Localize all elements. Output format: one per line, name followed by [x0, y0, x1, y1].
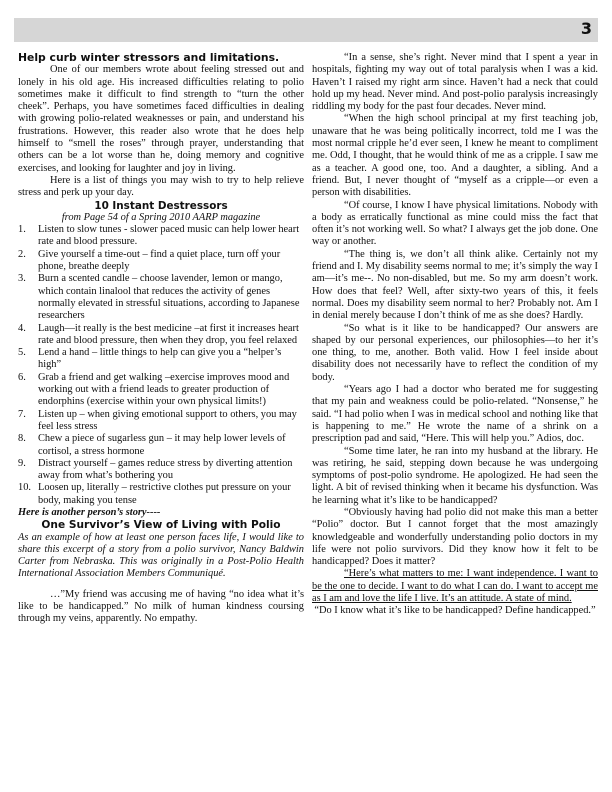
list-item-number: 8. — [18, 433, 26, 445]
page-header-bar — [14, 18, 598, 42]
list-item — [18, 323, 304, 348]
destressor-list — [18, 224, 304, 507]
list-item-number: 1. — [18, 224, 26, 236]
list-subtitle: from Page 54 of a Spring 2010 AARP magazine — [61, 211, 261, 223]
list-item-number: 4. — [18, 322, 26, 334]
list-item-number: 6. — [18, 371, 26, 383]
list-item-text: Grab a friend and get walking –exercise improves mood and working out with a friend leads to greater production of endorphins (exercise within your own physical limits!) — [38, 371, 290, 408]
section-heading: Help curb winter stressors and limitations. — [18, 51, 280, 64]
list-item — [18, 273, 304, 322]
list-item-text: Chew a piece of sugarless gun – it may help lower levels of cortisol, a stress hormone — [38, 433, 286, 457]
list-item-number: 10. — [18, 482, 31, 494]
list-item — [18, 482, 304, 507]
list-item — [18, 249, 304, 274]
list-item-number: 7. — [18, 408, 26, 420]
list-item — [18, 409, 304, 434]
list-title: 10 Instant Destressors — [94, 199, 228, 212]
right-column — [312, 52, 598, 618]
list-item-text: Burn a scented candle – choose lavender, lemon or mango, which contain linalool that reduces the activity of genes normally elevated in stressful situations, according to Japanese researchers — [38, 273, 300, 322]
list-item-text: Listen to slow tunes - slower paced music can help lower heart rate and blood pressure. — [38, 224, 300, 248]
list-item-text: Listen up – when giving emotional support to others, you may feel less stress — [38, 408, 297, 432]
story-paragraph: …”My friend was accusing me of having “no idea what it’s like to be handicapped.” No milk of human kindness coursing through my veins, apparently. No empathy. — [18, 588, 304, 625]
story-intro: As an example of how at least one person faces life, I would like to share this excerpt of a story from a polio survivor, Nancy Baldwin Carter from Nebraska. This was originally in a Post-Polio Health International Association Members Communiqué. — [18, 531, 304, 580]
story-paragraph: “In a sense, she’s right. Never mind that I spent a year in hospitals, fighting my way out of total paralysis when I was a kid. Haven’t I raised my right arm since. Haven’t had a neck that could hold up my head. Never mind. And post-polio paralysis increasingly riddling my body for the past four decades. Never mind. — [312, 52, 598, 113]
list-item-number: 5. — [18, 347, 26, 359]
list-item-number: 9. — [18, 457, 26, 469]
list-item — [18, 433, 304, 458]
list-item-number: 3. — [18, 273, 26, 285]
intro-paragraph: Here is a list of things you may wish to try to help relieve stress and perk up your day. — [18, 174, 304, 199]
story-paragraph: “Years ago I had a doctor who berated me for suggesting that my pain and weakness could be polio-related. “Nonsense,” he said. “I had polio when I was in medical school and nothing like that is happening to me.” He wrote the name of a shrink on a prescription pad and said, “Here. This will help you.” Adios, doc. — [312, 384, 598, 445]
story-paragraph: “Obviously having had polio did not make this man a better “Polio” doctor. But I cannot forget that the most amazingly knowledgeable and wonderfully understanding polio doctors in my life were not polio survivors. Did they know how it felt to be handicapped? Does it matter? — [312, 506, 598, 568]
list-item-text: Give yourself a time-out – find a quiet place, turn off your phone, breathe deeply — [38, 248, 281, 273]
left-column — [18, 52, 304, 626]
story-title: One Survivor’s View of Living with Polio — [41, 519, 281, 532]
story-paragraph: “So what is it like to be handicapped? Our answers are shaped by our personal experiences, our philosophies—to her it’s one thing, to me, another. Both valid. How I feel inside about disability does not necessarily have to reflect the condition of my body. — [312, 322, 598, 383]
story-paragraph: “Of course, I know I have physical limitations. Nobody with a body as erratically functional as mine could miss the fact that often it’s not working well. So what? I always get the job done. One way or another. — [312, 199, 598, 248]
list-item-text: Laugh—it really is the best medicine –at first it increases heart rate and blood pressure, then when they drop, you feel relaxed — [38, 322, 299, 346]
underlined-paragraph: “Here’s what matters to me: I want independence. I want to be the one to decide. I want to do what I can do. I want to accept me as I am and love the life I live. It’s an attitude. A state of mind. — [312, 568, 598, 605]
list-item-text: Lend a hand – little things to help can give you a “helper’s high” — [38, 347, 282, 371]
story-paragraph: “The thing is, we don’t all think alike. Certainly not my friend and I. My disability seems normal to me; it’s simply the way I am—it’s me--. No non-disabled, but me. So my arm doesn’t work. How does that feel? Well, after sixty-two years of this, it feels normal. Does my disability seem normal to her? Probably not. Am I in denial merely because I don’t think of me as she does? Hardly. — [312, 248, 598, 322]
story-lead: Here is another person’s story---- — [18, 506, 161, 518]
story-paragraph: “Some time later, he ran into my husband at the library. He was retiring, he said, stepping down because he was undergoing symptoms of post-polio syndrome. He apologized. He had seen the light. A bit of revised thinking when it became his dysfunction. Was he learning what it’s like to be handicapped? — [312, 445, 598, 506]
closing-quote: “Do I know what it’s like to be handicapped? Define handicapped.” — [314, 605, 596, 617]
list-item-number: 2. — [18, 248, 26, 260]
list-item — [18, 347, 304, 372]
story-paragraph: “When the high school principal at my first teaching job, unaware that he was being politically incorrect, told me I was the most normal cripple he’d ever seen, I knew he meant to compliment me. Odd, I thought, that he would think of me as a cripple. I saw me as a teacher. A good one, too. And a daughter, a sibling. And a friend. But, I never thought of “myself as a cripple—or even a person with disabilities. — [312, 113, 598, 199]
list-item — [18, 458, 304, 483]
list-item — [18, 224, 304, 249]
list-item-text: Loosen up, literally – restrictive clothes put pressure on your body, making you tense — [38, 482, 291, 506]
page-number: 3 — [580, 19, 592, 38]
list-item — [18, 372, 304, 409]
intro-paragraph: One of our members wrote about feeling stressed out and lonely in his old age. His increased difficulties relating to polio sometimes make it difficult to find strength to “turn the other cheek”. Perhaps, you have sometimes faced difficulties in dealing with growing polio-related weaknesses or pain, and understand his frustrations. However, this reader also wrote that he does help himself to “smell the roses” through prayer, understanding that others can be a lot worse than he, doing memory and cognitive exercises, and looking for laughter and joy in living. — [18, 64, 304, 174]
list-item-text: Distract yourself – games reduce stress by diverting attention away from what’s bothering you — [38, 457, 293, 482]
